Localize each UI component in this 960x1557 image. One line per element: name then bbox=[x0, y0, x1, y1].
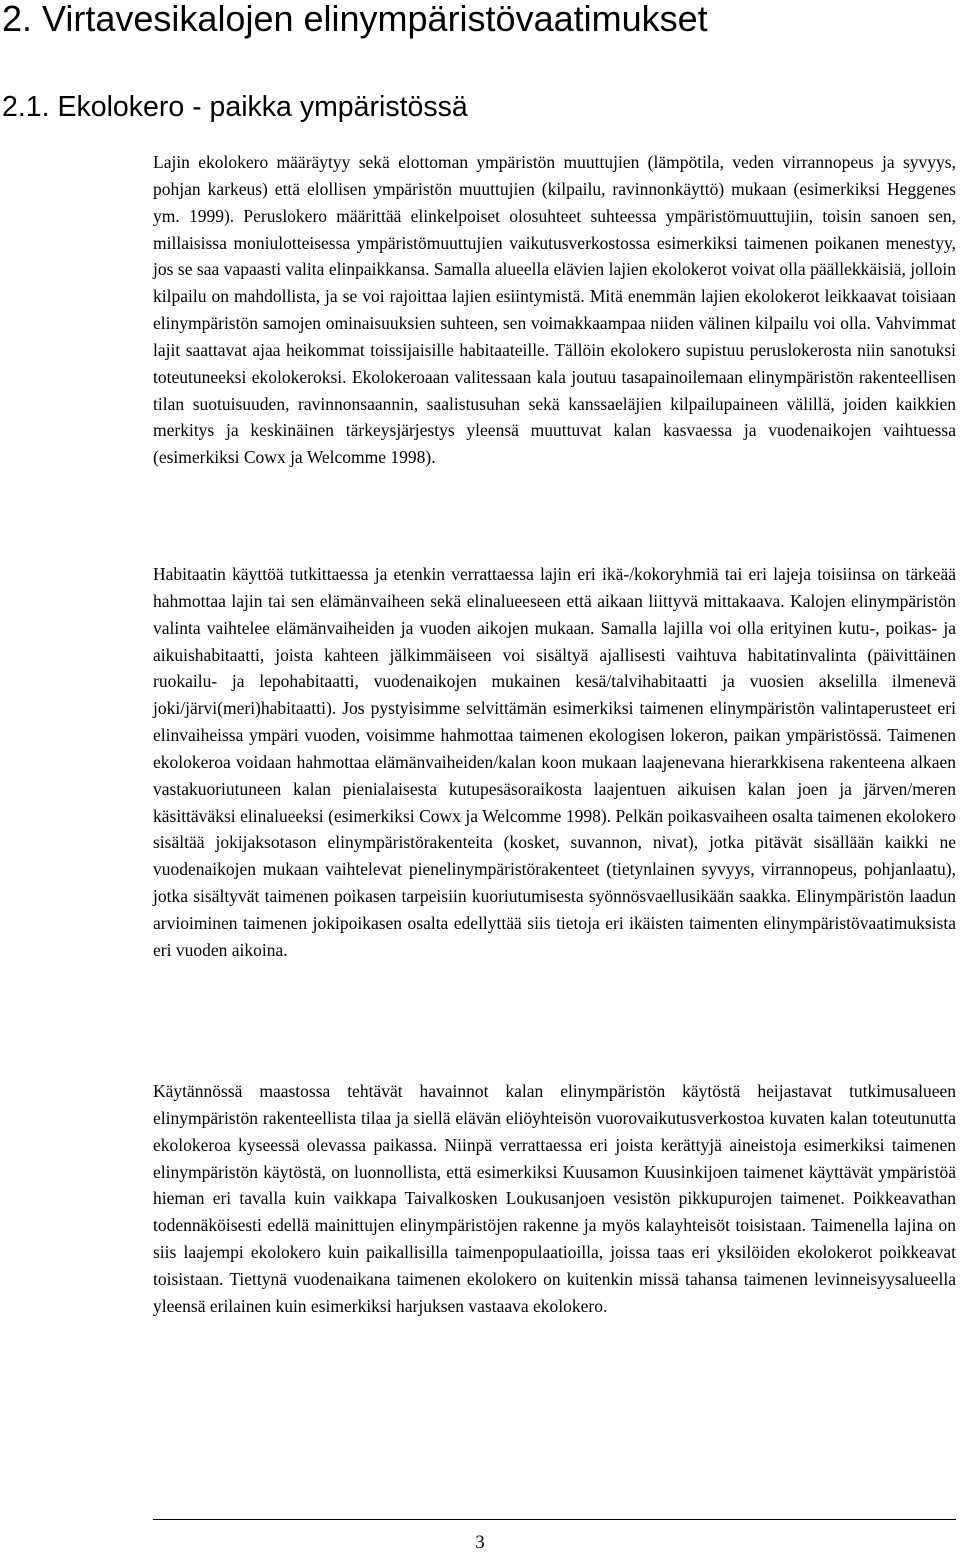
page-number: 3 bbox=[475, 1532, 485, 1553]
footer-rule bbox=[153, 1519, 956, 1520]
body-paragraph-3: Käytännössä maastossa tehtävät havainnot kalan elinympäristön käytöstä heijastavat tutkimusalueen elinympäristön rakenteellista tilaa ja siellä elävän eliöyhteisön vuorovaikutusverkostoa kuvaten kalan toteutunutta ekolokeroa kyseessä olevassa paikassa. Niinpä verrattaessa eri joista kerättyjä aineistoja esimerkiksi taimenen elinympäristön käytöstä, on luonnollista, että esimerkiksi Kuusamon Kuusinkijoen taimenet käyttävät ympäristöä hieman eri tavalla kuin vaikkapa Taivalkosken Loukusanjoen vesistön pikkupurojen taimenet. Poikkeavathan todennäköisesti edellä mainittujen elinympäristöjen rakenne ja myös kalayhteisöt toisistaan. Taimenella lajina on siis laajempi ekolokero kuin paikallisilla taimenpopulaatioilla, joissa taas eri yksilöiden ekolokerot poikkeavat toisistaan. Tiettynä vuodenaikana taimenen ekolokero on kuitenkin missä tahansa taimenen levinneisyysalueella yleensä erilainen kuin esimerkiksi harjuksen vastaava ekolokero. bbox=[153, 1081, 956, 1316]
body-paragraph-1: Lajin ekolokero määräytyy sekä elottoman ympäristön muuttujien (lämpötila, veden virrannopeus ja syvyys, pohjan karkeus) että elollisen ympäristön muuttujien (kilpailu, ravinnonkäyttö) mukaan (esimerkiksi Heggenes ym. 1999). Peruslokero määrittää elinkelpoiset olosuhteet suhteessa ympäristömuuttujiin, toisin sanoen sen, millaisissa moniulotteisessa ympäristömuuttujien vaikutusverkostossa esimerkiksi taimenen poikanen menestyy, jos se saa vapaasti valita elinpaikkansa. Samalla alueella elävien lajien ekolokerot voivat olla päällekkäisiä, jolloin kilpailu on mahdollista, ja se voi rajoittaa lajien esiintymistä. Mitä enemmän lajien ekolokerot leikkaavat toisiaan elinympäristön samojen ominaisuuksien suhteen, sen voimakkaampaa niiden välinen kilpailu voi olla. Vahvimmat lajit saattavat ajaa heikommat toissijaisille habitaateille. Tällöin ekolokero supistuu peruslokerosta niin sanotuksi toteutuneeksi ekolokeroksi. Ekolokeroaan valitessaan kala joutuu tasapainoilemaan elinympäristön rakenteellisen tilan suotuisuuden, ravinnonsaannin, saalistusuhan sekä kanssaeläjien kilpailupaineen välillä, joiden kaikkien merkitys ja keskinäinen tärkeysjärjestys yleensä muuttuvat kalan kasvaessa ja vuodenaikojen vaihtuessa (esimerkiksi Cowx ja Welcomme 1998). bbox=[153, 152, 956, 468]
chapter-heading: 2. Virtavesikalojen elinympäristövaatimukset bbox=[2, 0, 708, 39]
body-paragraph-2: Habitaatin käyttöä tutkittaessa ja etenkin verrattaessa lajin eri ikä-/kokoryhmiä tai eri lajeja toisiinsa on tärkeää hahmottaa lajin tai sen elämänvaiheen sekä elinalueeseen että aikaan liittyvä mittakaava. Kalojen elinympäristön valinta vaihtelee elämänvaiheiden ja vuoden aikojen mukaan. Samalla lajilla voi olla erityinen kutu-, poikas- ja aikuishabitaatti, joista kahteen jälkimmäiseen voi sisältyä ajallisesti vaihtuva habitatinvalinta (päivittäinen ruokailu- ja lepohabitaatti, vuodenaikojen mukainen kesä/talvihabitaatti ja vuosien akselilla ilmenevä joki/järvi(meri)habitaatti). Jos pystyisimme selvittämän esimerkiksi taimenen elinympäristön valintaperusteet eri elinvaiheissa ympäri vuoden, voisimme hahmottaa taimenen ekologisen lokeron, paikan ympäristössä. Taimenen ekolokeroa voidaan hahmottaa elämänvaiheiden/kalan koon mukaan laajenevana hierarkkisena rakenteena alkaen vastakuoriutuneen kalan pienialaisesta kutupesäsoraikosta laajentuen aikuisen kalan joen ja järven/meren käsittäväksi elinalueeksi (esimerkiksi Cowx ja Welcomme 1998). Pelkän poikasvaiheen osalta taimenen ekolokero sisältää jokijaksotason elinympäristörakenteita (kosket, suvannon, nivat), jotka pitävät sisällään kaikki ne vuodenaikojen mukaan vaihtelevat pienelinympäristörakenteet (tietynlainen syvyys, virrannopeus, pohjanlaatu), jotka sisältyvät taimenen poikasen tarpeisiin kuoriutumisesta syönnösvaellusikään saakka. Elinympäristön laadun arvioiminen taimenen jokipoikasen osalta edellyttää siis tietoja eri ikäisten taimenten elinympäristövaatimuksista eri vuoden aikoina. bbox=[153, 564, 956, 960]
section-heading: 2.1. Ekolokero - paikka ympäristössä bbox=[2, 91, 468, 123]
